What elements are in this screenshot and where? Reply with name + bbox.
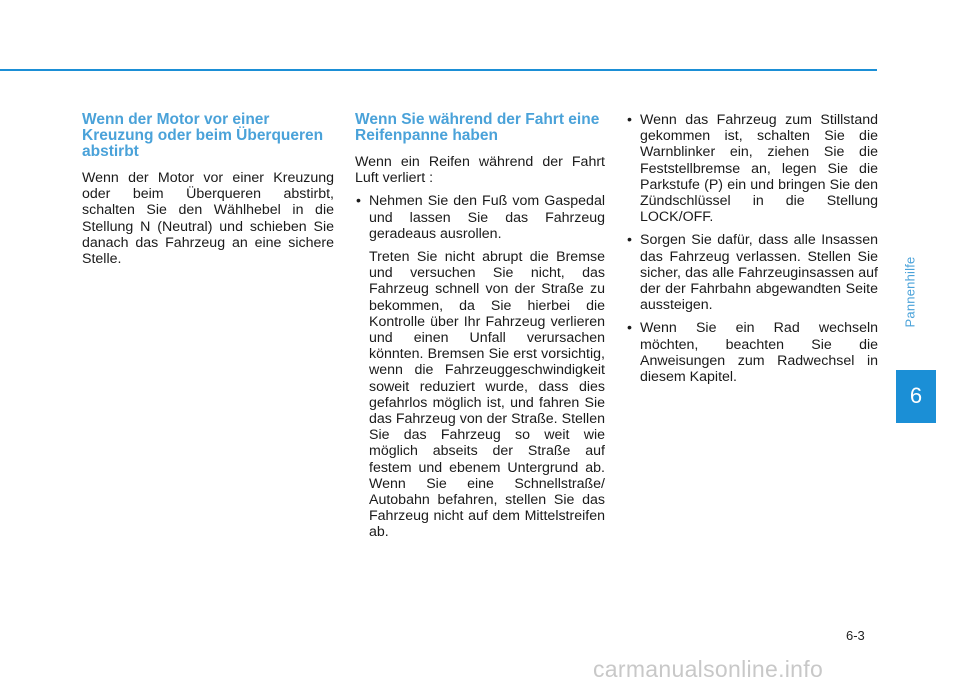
- section-heading-engine-stall: Wenn der Motor vor einer Kreuzung oder beim Überqueren abstirbt: [82, 111, 324, 160]
- list-item-detail: Treten Sie nicht abrupt die Bremse und versuchen Sie nicht, das Fahrzeug schnell von der Straße zu bekommen, da Sie hierbei die Kontrolle über Ihr Fahrzeug verlieren und einen Unfall verursachen könnten. Bremsen Sie erst vorsichtig, wenn die Fahrzeuggeschwindigkeit soweit reduziert wurde, dass dies gefahrlos möglich ist, und fahren Sie das Fahrzeug von der Straße. Stellen Sie das Fahrzeug so weit wie möglich abseits der Straße auf festem und ebenem Untergrund ab. Wenn Sie eine Schnellstraße/ Autobahn befahren, stellen Sie das Fahrzeug nicht auf dem Mittelstreifen ab.: [369, 249, 605, 541]
- list-item: • Nehmen Sie den Fuß vom Gaspedal und lassen Sie das Fahrzeug geradeaus ausrollen.: [355, 193, 605, 242]
- list-item: • Wenn das Fahrzeug zum Stillstand gekommen ist, schalten Sie die Warnblinker ein, ziehen Sie die Feststellbremse an, legen Sie die Parkstufe (P) ein und bringen Sie den Zündschlüssel in die Stellung LOCK/OFF.: [626, 112, 878, 225]
- column-right: [626, 112, 878, 385]
- watermark: carmanualsonline.info: [593, 656, 824, 682]
- section-intro-flat-tire: Wenn ein Reifen während der Fahrt Luft verliert :: [355, 154, 605, 187]
- chapter-number: 6: [909, 383, 923, 408]
- list-item: • Wenn Sie ein Rad wechseln möchten, beachten Sie die Anweisungen zum Radwechsel in diesem Kapitel.: [626, 320, 878, 385]
- column-middle: [355, 112, 605, 541]
- page-number: 6-3: [846, 628, 865, 643]
- chapter-tab[interactable]: [896, 370, 936, 423]
- section-body-engine-stall: Wenn der Motor vor einer Kreuzung oder beim Überqueren abstirbt, schalten Sie den Wählhebel in die Stellung N (Neutral) und schieben Sie danach das Fahrzeug an eine sichere Stelle.: [82, 170, 334, 268]
- list-item: • Sorgen Sie dafür, dass alle Insassen das Fahrzeug verlassen. Stellen Sie sicher, das alle Fahrzeuginsassen auf der der Fahrbahn abgewandten Seite aussteigen.: [626, 232, 878, 313]
- chapter-title: Pannenhilfe: [902, 256, 918, 328]
- section-heading-flat-tire: Wenn Sie während der Fahrt eine Reifenpanne haben: [355, 111, 600, 144]
- column-left: [82, 112, 334, 267]
- header-rule: [0, 69, 877, 71]
- chapter-side-label: [900, 232, 920, 352]
